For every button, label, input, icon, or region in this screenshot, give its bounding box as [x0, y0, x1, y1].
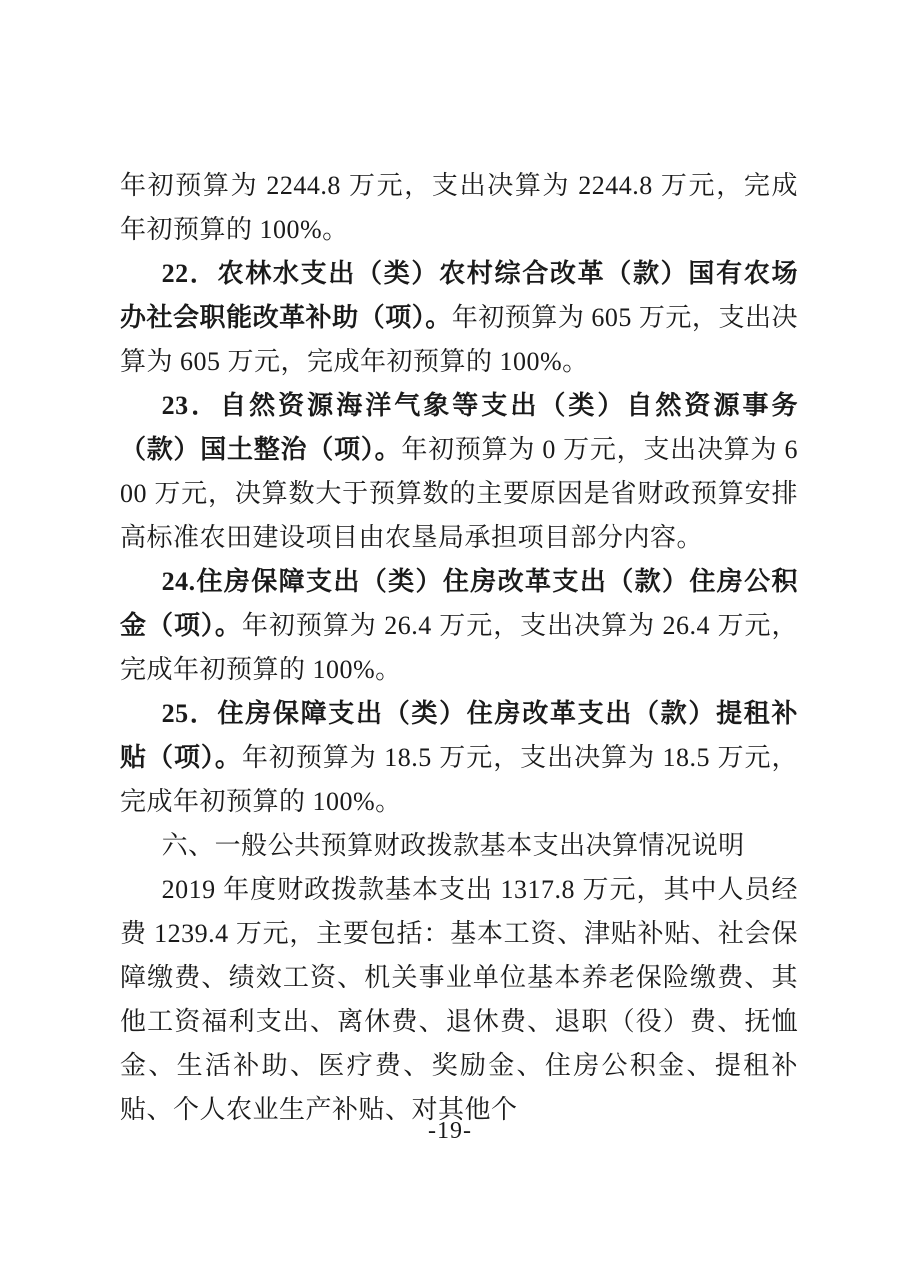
body-text: 年初预算为 2244.8 万元，支出决算为 2244.8 万元，完成年初预算的 100%。 [120, 171, 798, 244]
item-23-body: 年初预算为 0 万元，支出决算为 600 万元，决算数大于预算数的主要原因是省财政预算安排高标准农田建设项目由农垦局承担项目部分内容。 [120, 435, 798, 552]
item-22-body: 年初预算为 605 万元，支出决算为 605 万元，完成年初预算的 100%。 [120, 303, 798, 376]
item-23-heading: 23．自然资源海洋气象等支出（类）自然资源事务（款）国土整治（项）。 [120, 391, 798, 464]
item-24-heading: 24.住房保障支出（类）住房改革支出（款）住房公积金（项）。 [120, 567, 798, 640]
para-24 [120, 560, 798, 692]
para-21-continuation [120, 164, 798, 252]
section-6-heading-text: 六、一般公共预算财政拨款基本支出决算情况说明 [161, 831, 745, 860]
para-22 [120, 252, 798, 384]
basic-expenditure-text: 2019 年度财政拨款基本支出 1317.8 万元，其中人员经费 1239.4 万元，主要包括：基本工资、津贴补贴、社会保障缴费、绩效工资、机关事业单位基本养老保险缴费、其他工资福利支出、离休费、退休费、退职（役）费、抚恤金、生活补助、医疗费、奖励金、住房公积金、提租补贴、个人农业生产补贴、对其他个 [120, 875, 798, 1124]
item-25-body: 年初预算为 18.5 万元，支出决算为 18.5 万元，完成年初预算的 100%。 [120, 743, 798, 816]
section-6-heading [120, 824, 798, 868]
para-25 [120, 692, 798, 824]
item-24-body: 年初预算为 26.4 万元，支出决算为 26.4 万元，完成年初预算的 100%。 [120, 611, 798, 684]
item-25-heading: 25．住房保障支出（类）住房改革支出（款）提租补贴（项）。 [120, 699, 798, 772]
item-22-heading: 22．农林水支出（类）农村综合改革（款）国有农场办社会职能改革补助（项）。 [120, 259, 798, 332]
para-basic-expenditure [120, 868, 798, 1132]
para-23 [120, 384, 798, 560]
page-number: -19- [428, 1118, 472, 1144]
document-body [120, 164, 798, 1132]
